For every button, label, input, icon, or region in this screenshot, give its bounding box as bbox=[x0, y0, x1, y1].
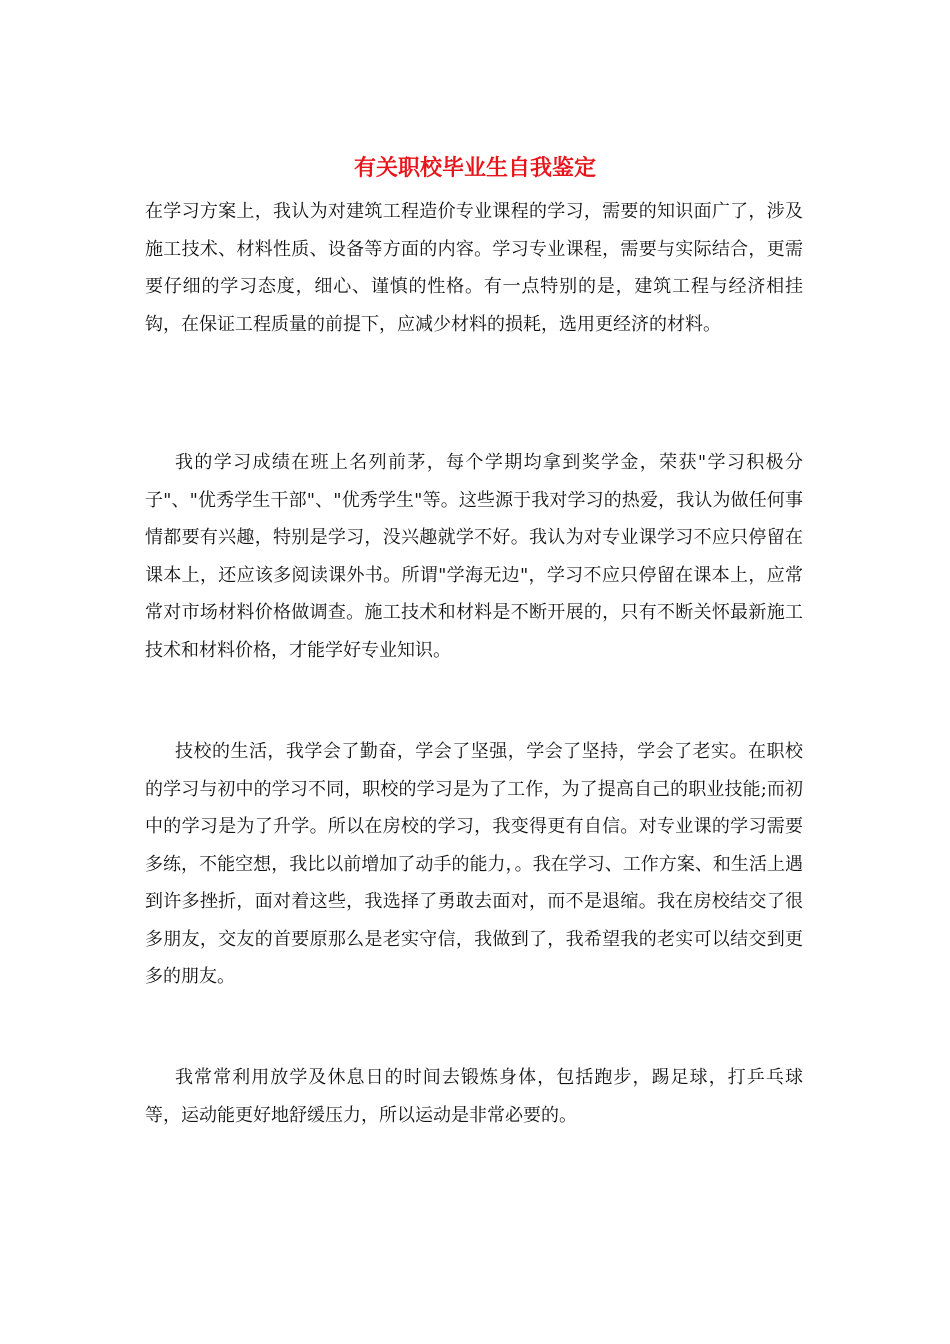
paragraph-study-plan: 在学习方案上，我认为对建筑工程造价专业课程的学习，需要的知识面广了，涉及施工技术、材料性质、设备等方面的内容。学习专业课程，需要与实际结合，更需要仔细的学习态度，细心、谨慎的性格。有一点特别的是，建筑工程与经济相挂钩，在保证工程质量的前提下，应减少材料的损耗，选用更经济的材料。 bbox=[145, 201, 803, 335]
document-title: 有关职校毕业生自我鉴定 bbox=[353, 156, 596, 181]
paragraph-academic-record: 我的学习成绩在班上名列前茅，每个学期均拿到奖学金，荣获"学习积极分子"、"优秀学生干部"、"优秀学生"等。这些源于我对学习的热爱，我认为做任何事情都要有兴趣，特别是学习，没兴趣就学不好。我认为对专业课学习不应只停留在课本上，还应该多阅读课外书。所谓"学海无边"，学习不应只停留在课本上，应常常对市场材料价格做调查。施工技术和材料是不断开展的，只有不断关怀最新施工技术和材料价格，才能学好专业知识。 bbox=[145, 452, 803, 661]
paragraph-school-life: 技校的生活，我学会了勤奋，学会了坚强，学会了坚持，学会了老实。在职校的学习与初中的学习不同，职校的学习是为了工作，为了提高自己的职业技能;而初中的学习是为了升学。所以在房校的学习，我变得更有自信。对专业课的学习需要多练，不能空想，我比以前增加了动手的能力，。我在学习、工作方案、和生活上遇到许多挫折，面对着这些，我选择了勇敢去面对，而不是退缩。我在房校结交了很多朋友，交友的首要原那么是老实守信，我做到了，我希望我的老实可以结交到更多的朋友。 bbox=[145, 741, 803, 987]
paragraph-exercise: 我常常利用放学及休息日的时间去锻炼身体，包括跑步，踢足球，打乒乓球等，运动能更好地舒缓压力，所以运动是非常必要的。 bbox=[145, 1067, 803, 1126]
